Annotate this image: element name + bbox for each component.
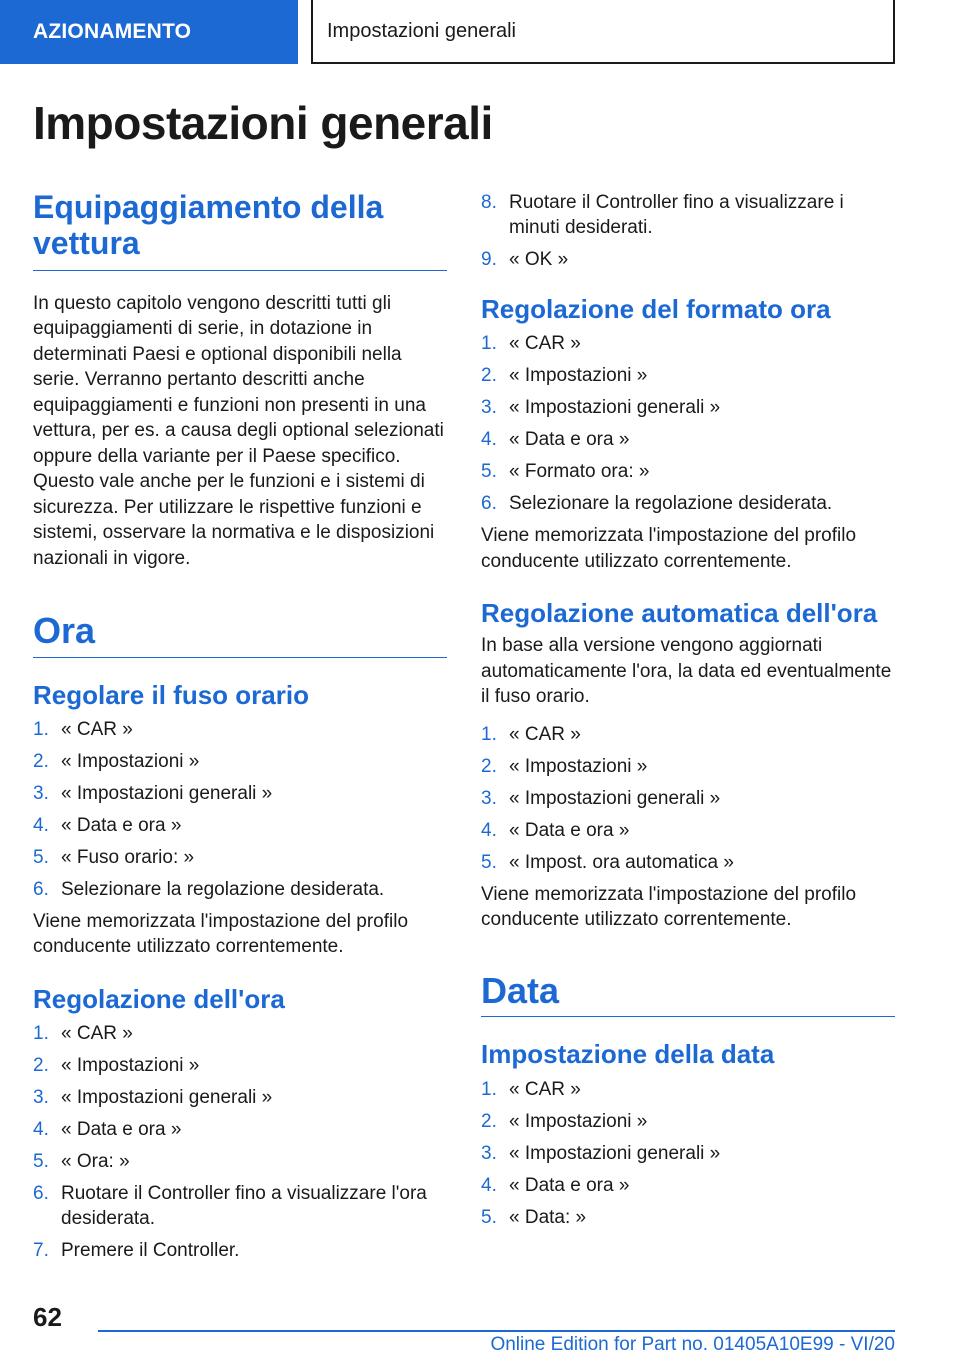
step-number: 5. <box>33 846 49 868</box>
list-item <box>33 845 447 870</box>
step-number: 4. <box>33 814 49 836</box>
steps-regolazione-ora-part2 <box>481 190 895 272</box>
list-item <box>33 1238 447 1263</box>
list-item <box>481 247 895 272</box>
formato-ora-note: Viene memorizzata l'impostazione del profilo conducente utilizzato correntemente. <box>481 525 857 572</box>
step-text: « Data e ora » <box>509 819 630 841</box>
step-number: 1. <box>481 1078 497 1100</box>
step-number: 3. <box>481 1142 497 1164</box>
step-number: 9. <box>481 249 497 270</box>
list-item <box>33 1149 447 1174</box>
step-number: 2. <box>481 755 497 777</box>
step-text: « Impostazioni generali » <box>509 397 721 419</box>
step-text: « CAR » <box>61 1023 133 1045</box>
footer-divider <box>98 1330 895 1332</box>
step-number: 8. <box>481 192 497 213</box>
step-number: 2. <box>481 365 497 387</box>
step-number: 1. <box>33 718 49 740</box>
step-number: 3. <box>33 1087 49 1109</box>
list-item <box>33 1053 447 1078</box>
right-column <box>481 190 895 1237</box>
step-text: Ruotare il Controller fino a visualizzare i minuti desiderati. <box>509 192 844 238</box>
list-item <box>481 1109 895 1134</box>
list-item <box>33 877 447 902</box>
step-number: 4. <box>481 1174 497 1196</box>
step-text: « Data e ora » <box>61 814 182 836</box>
regolazione-automatica-note: Viene memorizzata l'impostazione del profilo conducente utilizzato correntemente. <box>481 883 857 931</box>
list-item <box>481 818 895 843</box>
steps-regolazione-ora-part1 <box>33 1021 447 1263</box>
step-text: « CAR » <box>61 718 133 740</box>
list-item <box>481 786 895 811</box>
steps-regolazione-automatica <box>481 722 895 875</box>
step-text: Selezionare la regolazione desiderata. <box>61 878 385 900</box>
subheading-regolazione-automatica: Regolazione automatica dell'ora <box>481 598 878 629</box>
section-heading-data: Data <box>481 971 895 1018</box>
step-number: 6. <box>481 493 497 515</box>
step-number: 4. <box>33 1119 49 1141</box>
step-number: 1. <box>481 723 497 745</box>
header-section-tab <box>0 0 298 64</box>
list-item <box>33 813 447 838</box>
step-number: 6. <box>33 878 49 900</box>
list-item <box>481 459 895 484</box>
step-number: 2. <box>33 750 49 772</box>
step-number: 3. <box>33 782 49 804</box>
list-item <box>481 190 895 240</box>
list-item <box>33 781 447 806</box>
list-item <box>481 363 895 388</box>
step-text: « Impostazioni » <box>509 365 648 387</box>
page-number: 62 <box>33 1302 62 1332</box>
header-chapter-label: Impostazioni generali <box>327 19 516 42</box>
left-column <box>33 190 447 1270</box>
step-number: 5. <box>481 1206 497 1228</box>
step-text: « Data: » <box>509 1206 587 1228</box>
list-item <box>481 722 895 747</box>
subheading-formato-ora: Regolazione del formato ora <box>481 294 831 324</box>
step-number: 6. <box>33 1183 49 1205</box>
step-text: « Impostazioni » <box>509 755 648 777</box>
steps-formato-ora <box>481 331 895 516</box>
step-text: « CAR » <box>509 333 581 355</box>
step-text: « Data e ora » <box>509 429 630 451</box>
list-item <box>481 1205 895 1230</box>
step-number: 1. <box>481 333 497 355</box>
step-number: 5. <box>481 851 497 873</box>
fuso-orario-note: Viene memorizzata l'impostazione del profilo conducente utilizzato correntemente. <box>33 910 409 958</box>
list-item <box>481 1077 895 1102</box>
step-number: 4. <box>481 429 497 451</box>
list-item <box>481 491 895 516</box>
step-number: 5. <box>481 461 497 483</box>
steps-impostazione-data <box>481 1077 895 1230</box>
list-item <box>33 1085 447 1110</box>
step-number: 1. <box>33 1023 49 1045</box>
list-item <box>481 754 895 779</box>
step-text: « Data e ora » <box>509 1174 630 1196</box>
step-number: 3. <box>481 787 497 809</box>
step-text: Premere il Controller. <box>61 1240 240 1262</box>
page-title: Impostazioni generali <box>33 97 493 149</box>
step-text: « Impostazioni generali » <box>61 782 273 804</box>
subheading-fuso-orario: Regolare il fuso orario <box>33 679 309 710</box>
regolazione-automatica-intro: In base alla versione vengono aggiornati automaticamente l'ora, la data ed eventualmente il fuso orario. <box>481 635 892 708</box>
list-item <box>33 1181 447 1231</box>
steps-fuso-orario <box>33 717 447 902</box>
list-item <box>33 749 447 774</box>
list-item <box>33 717 447 742</box>
list-item <box>33 1117 447 1142</box>
header-chapter-box <box>311 0 895 64</box>
list-item <box>481 850 895 875</box>
step-number: 2. <box>33 1055 49 1077</box>
step-text: « OK » <box>509 249 569 270</box>
step-text: « Formato ora: » <box>509 461 650 483</box>
step-number: 4. <box>481 819 497 841</box>
step-text: « Impostazioni generali » <box>61 1087 273 1109</box>
step-number: 5. <box>33 1151 49 1173</box>
equipaggiamento-text: In questo capitolo vengono descritti tutti gli equipaggiamenti di serie, in dotazione in determinati Paesi e optional disponibili nella serie. Verranno pertanto descritti anche equipaggiamenti e funzioni non presenti in una vettura, per es. a causa degli optional selezionati oppure della variante per il Paese specifico. Questo vale anche per le funzioni e i sistemi di sicurezza. Per utilizzare le rispettive funzioni e sistemi, osservare la normativa e le disposizioni nazionali in vigore. <box>33 292 444 569</box>
header-section-label: AZIONAMENTO <box>33 20 192 43</box>
step-text: « Impostazioni generali » <box>509 1142 721 1164</box>
step-text: « Impostazioni generali » <box>509 787 721 809</box>
list-item <box>481 1141 895 1166</box>
list-item <box>481 1173 895 1198</box>
step-text: Ruotare il Controller fino a visualizzare l'ora desiderata. <box>61 1183 427 1230</box>
list-item <box>481 331 895 356</box>
list-item <box>481 427 895 452</box>
subheading-impostazione-data: Impostazione della data <box>481 1039 775 1070</box>
step-text: « Data e ora » <box>61 1119 182 1141</box>
step-text: « CAR » <box>509 1078 581 1100</box>
step-text: « Impostazioni » <box>61 1055 200 1077</box>
step-text: « Fuso orario: » <box>61 846 195 868</box>
step-text: « Impostazioni » <box>509 1110 648 1132</box>
step-text: « Impostazioni » <box>61 750 200 772</box>
step-number: 7. <box>33 1240 49 1262</box>
list-item <box>481 395 895 420</box>
section-heading-equipaggiamento: Equipaggiamento della vettura <box>33 190 447 271</box>
step-text: « Ora: » <box>61 1151 130 1173</box>
step-text: « Impost. ora automatica » <box>509 851 734 873</box>
step-text: Selezionare la regolazione desiderata. <box>509 493 833 515</box>
step-number: 2. <box>481 1110 497 1132</box>
subheading-regolazione-ora: Regolazione dell'ora <box>33 983 285 1014</box>
step-number: 3. <box>481 397 497 419</box>
footer-edition-text: Online Edition for Part no. 01405A10E99 - VI/20 <box>490 1334 895 1355</box>
list-item <box>33 1021 447 1046</box>
step-text: « CAR » <box>509 723 581 745</box>
section-heading-ora: Ora <box>33 611 447 658</box>
